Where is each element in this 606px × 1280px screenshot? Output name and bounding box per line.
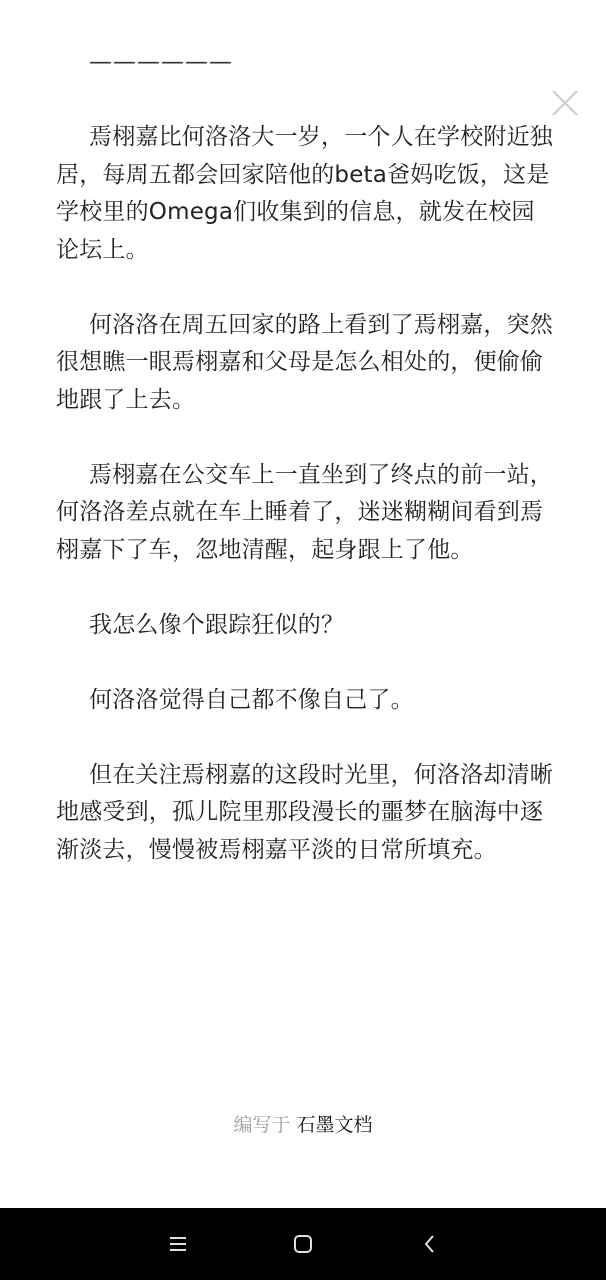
- paragraph-4: 我怎么像个跟踪狂似的？: [89, 611, 345, 638]
- paragraph-5: 何洛洛觉得自己都不像自己了。: [89, 686, 414, 713]
- back-button[interactable]: [416, 1230, 444, 1258]
- footer-prefix: 编写于: [233, 1114, 291, 1136]
- document-content: [56, 44, 556, 907]
- system-nav-bar: [0, 1208, 606, 1280]
- menu-button[interactable]: [164, 1230, 192, 1258]
- footer-attribution: [0, 1110, 606, 1137]
- paragraph-2: 何洛洛在周五回家的路上看到了焉栩嘉，突然很想瞧一眼焉栩嘉和父母是怎么相处的，便偷偷地跟了上去。: [56, 311, 553, 413]
- home-button[interactable]: [289, 1230, 317, 1258]
- footer-brand-link[interactable]: 石墨文档: [296, 1114, 373, 1136]
- menu-icon: [164, 1230, 192, 1258]
- paragraph-3: 焉栩嘉在公交车上一直坐到了终点的前一站，何洛洛差点就在车上睡着了，迷迷糊糊间看到焉栩嘉下了车，忽地清醒，起身跟上了他。: [56, 461, 553, 563]
- divider-text: ——————: [89, 49, 233, 75]
- paragraph-1: 焉栩嘉比何洛洛大一岁，一个人在学校附近独居，每周五都会回家陪他的beta爸妈吃饭，这是学校里的Omega们收集到的信息，就发在校园论坛上。: [56, 124, 553, 263]
- back-icon: [416, 1230, 444, 1258]
- home-icon: [289, 1230, 317, 1258]
- paragraph-6: 但在关注焉栩嘉的这段时光里，何洛洛却清晰地感受到，孤儿院里那段漫长的噩梦在脑海中逐渐淡去，慢慢被焉栩嘉平淡的日常所填充。: [56, 761, 553, 863]
